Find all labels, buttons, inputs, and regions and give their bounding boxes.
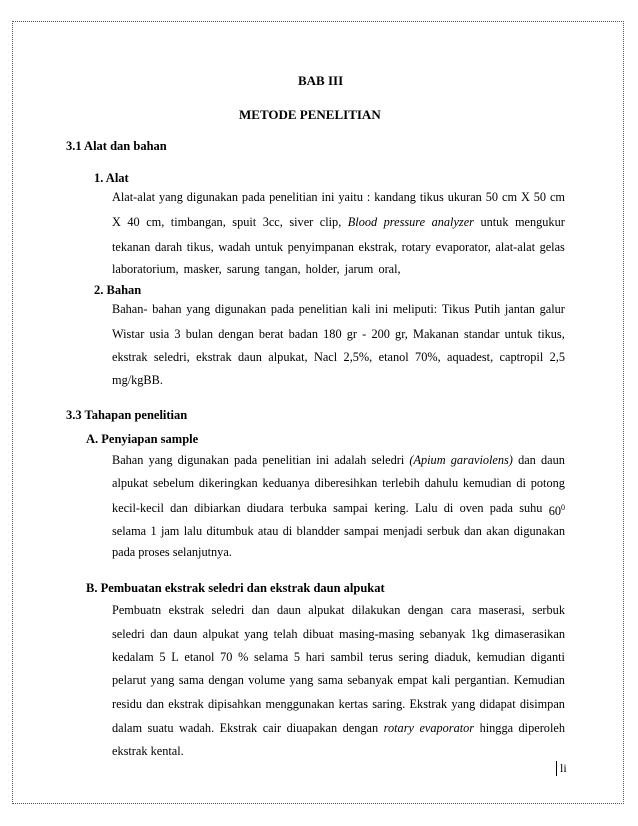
list-item-label: 2. Bahan [94,283,142,297]
paragraph-line: Bahan- bahan yang digunakan pada penelitian kali ini meliputi: Tikus Putih jantan galur [112,302,565,316]
paragraph-line: Bahan yang digunakan pada penelitian ini adalah seledri (Apium garaviolens) dan daun [112,453,565,467]
paragraph-line: Pembuatn ekstrak seledri dan daun alpukat dilakukan dengan cara maserasi, serbuk [112,603,565,617]
paragraph-line: laboratorium, masker, sarung tangan, holder, jarum oral, [112,262,401,276]
paragraph-line: residu dan ekstrak dipisahkan menggunakan kertas saring. Ekstrak yang didapat disimpan [112,697,565,711]
paragraph-line: X 40 cm, timbangan, spuit 3cc, siver clip, Blood pressure analyzer untuk mengukur [112,215,565,229]
paragraph-line: kedalam 5 L etanol 70 % selama 5 hari sambil terus sering diaduk, kemudian diganti [112,650,565,664]
section-heading: 3.3 Tahapan penelitian [66,408,188,422]
paragraph-line: pada proses selanjutnya. [112,545,232,559]
list-item-label: 1. Alat [94,171,129,185]
degree-superscript: 0 [560,503,565,512]
page-number: li [556,761,567,776]
paragraph-line: ekstrak seledri, ekstrak daun alpukat, Nacl 2,5%, etanol 70%, aquadest, captropil 2,5 [112,350,565,364]
paragraph-line: selama 1 jam lalu ditumbuk atau di blandder sampai menjadi serbuk dan akan digunakan [112,524,565,538]
paragraph-line: tekanan darah tikus, wadah untuk penyimpanan ekstrak, rotary evaporator, alat-alat gelas [112,240,565,254]
subsection-label: A. Penyiapan sample [86,432,199,446]
paragraph-line: alpukat sebelum dikeringkan keduanya diberesihkan terlebih dahulu kemudian di potong [112,476,565,490]
paragraph-line: Alat-alat yang digunakan pada penelitian ini yaitu : kandang tikus ukuran 50 cm X 50 cm [112,190,565,204]
paragraph-line: ekstrak kental. [112,744,184,758]
paragraph-line: Wistar usia 3 bulan dengan berat badan 180 gr - 200 gr, Makanan standar untuk tikus, [112,327,565,341]
chapter-number: BAB III [298,73,344,88]
paragraph-line: mg/kgBB. [112,373,163,387]
paragraph-line: dalam suatu wadah. Ekstrak cair diuapakan dengan rotary evaporator hingga diperoleh [112,721,565,735]
chapter-title: METODE PENELITIAN [239,107,381,122]
subsection-label: B. Pembuatan ekstrak seledri dan ekstrak daun alpukat [86,581,385,595]
paragraph-line: seledri dan daun alpukat yang telah dibuat masing-masing sebanyak 1kg dimaserasikan [112,627,565,641]
paragraph-line: kecil-kecil dan dibiarkan diudara terbuka sampai kering. Lalu di oven pada suhu $60^0$ [112,501,565,519]
paragraph-line: pelarut yang sama dengan volume yang sama sebanyak empat kali pergantian. Kemudian [112,673,565,687]
section-heading: 3.1 Alat dan bahan [66,139,167,153]
